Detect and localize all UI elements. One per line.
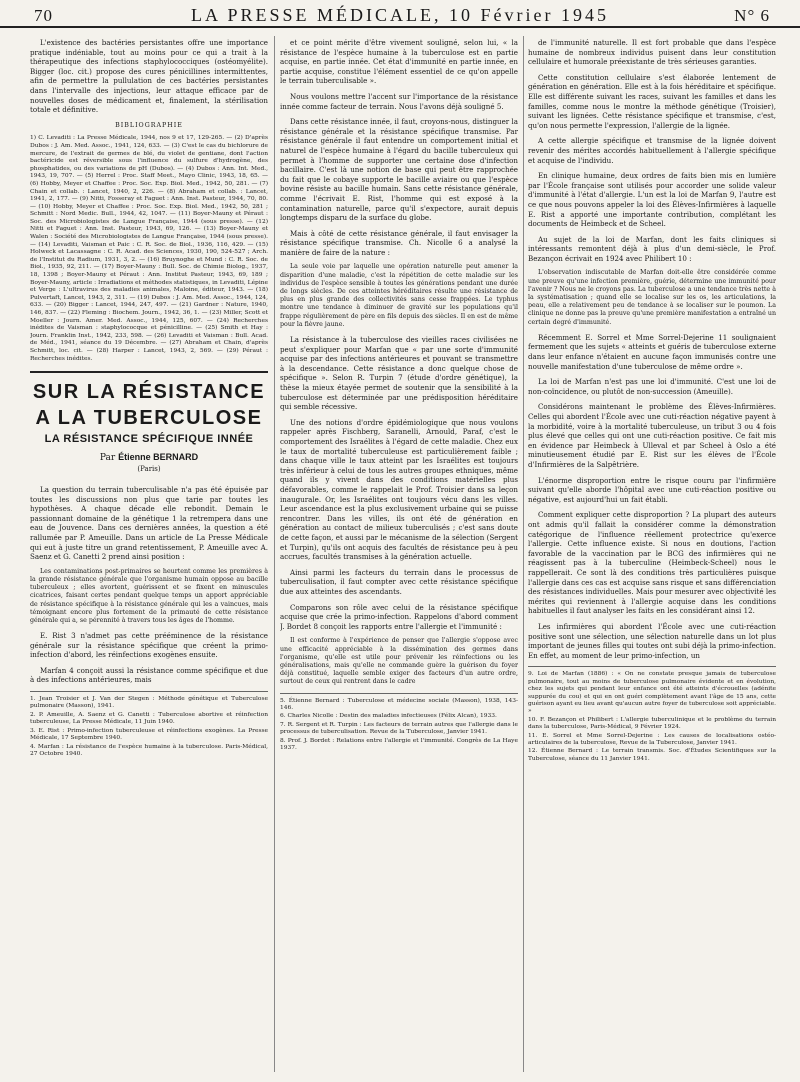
- header-rule: [0, 26, 800, 28]
- footnotes: [30, 691, 268, 758]
- footnote: 10. F. Bezançon et Philibert : L'allergie tuberculinique et le problème du terrain dans la tuberculose, Paris-Médical, 9 Février 1924.: [528, 716, 776, 731]
- article-title-line1: SUR LA RÉSISTANCE: [32, 381, 266, 404]
- article-author: [30, 453, 268, 464]
- quote-paragraph: La seule voie par laquelle une opération naturelle peut amener la disparition d'une maladie, c'est la répétition de cette maladie sur les individus de l'espèce sensible à toutes les générations pendant une durée de longs siècles. De ces atteintes héréditaires résulte une résistance de plus en plus grande des collectivités sans cesse frappées. Le typhus montre une tendance à diminuer de gravité sur les populations qu'il frappe régulièrement de père en fils depuis des siècles. Il en est de même pour la fièvre jaune.: [280, 263, 518, 328]
- footnote: 2. P. Ameuille, A. Saenz et G. Canetti : Tuberculose abortive et réinfection tuberculeuse, La Presse Médicale, 11 Juin 1940.: [30, 711, 268, 726]
- footnote: 7. R. Sergent et R. Turpin : Les facteurs de terrain autres que l'allergie dans le processus de tuberculisation. Revue de la Tuberculose, Janvier 1941.: [280, 721, 518, 736]
- column-3: [528, 38, 776, 1072]
- author-prefix: Par: [99, 452, 116, 463]
- paragraph: E. Rist 3 n'admet pas cette prééminence de la résistance générale sur la résistance spécifique que créent la primo-infection d'abord, les réinfections exogènes ensuite.: [30, 631, 268, 660]
- paragraph: L'énorme disproportion entre le risque couru par l'infirmière suivant qu'elle aborde l'hôpital avec une cuti-réaction positive ou négative, est aujourd'hui un fait établi.: [528, 475, 776, 504]
- paragraph: La loi de Marfan n'est pas une loi d'immunité. C'est une loi de non-coïncidence, ou plutôt de non-succession (Ameuille).: [528, 377, 776, 396]
- title-rule: [30, 371, 268, 373]
- paragraph: A cette allergie spécifique et transmise de la lignée doivent revenir des mérites accordés habituellement à l'allergie spécifique et acquise de l'individu.: [528, 136, 776, 165]
- journal-title: LA PRESSE MÉDICALE, 10 Février 1945: [191, 5, 609, 25]
- paragraph: Récemment E. Sorrel et Mme Sorrel-Dejerine 11 soulignaient fermement que les sujets « atteints et guéris de tuberculose externe dans leur enfance n'étaient en aucune façon immunisés contre une nouvelle manifestation d'une tuberculose de même ordre ».: [528, 332, 776, 371]
- paragraph: Les infirmières qui abordent l'École avec une cuti-réaction positive sont une sélection, une sélection naturelle dans un lot plus important de jeunes filles qui toutes ont subi déjà la primo-infection. En effet, au moment de leur primo-infection, un: [528, 621, 776, 660]
- paragraph: La résistance à la tuberculose des vieilles races civilisées ne peut s'expliquer pour Marfan que « par une sorte d'immunité acquise par des infections antérieures et pouvant se transmettre à la descendance. Cette résistance a donc quelque chose de spécifique ». Selon R. Turpin 7 (étude d'ordre génétique), la thèse la mieux étayée permet de soutenir que la sensibilité à la tuberculose est déterminée par une prédisposition héréditaire qui semble récessive.: [280, 335, 518, 412]
- footnote: 1. Jean Troisier et J. Van der Stegen : Méthode génétique et Tuberculose pulmonaire (Masson), 1941.: [30, 696, 268, 710]
- footnote: 4. Marfan : La résistance de l'espèce humaine à la tuberculose. Paris-Médical, 27 Octobre 1940.: [30, 743, 268, 757]
- intro-paragraph: L'existence des bactéries persistantes offre une importance pratique indéniable, tout au moins pour ce qui a trait à la thérapeutique des infections staphylococciques (ostéomyélite). Bigger (loc. cit.) propose des cures pénicillines intermittentes, afin de permettre la pullulation de ces bactéries persistantes dans l'intervalle des injections, leur attaque efficace par de nouvelles doses de médicament et, finalement, la stérilisation totale et définitive.: [30, 38, 268, 115]
- page-number: 70: [34, 6, 53, 25]
- paragraph: Considérons maintenant le problème des Élèves-Infirmières. Celles qui abordent l'École avec une cuti-réaction négative payent à la morbidité, voire à la mortalité tuberculeuse, un tribut 3 ou 4 fois plus élevé que celles qui ont une cuti-réaction positive. Ce fait mis en évidence par Heimbeck à Ulleval et par Scheel à Oslo a été minutieusement étudié par E. Rist sur les élèves de l'École d'Infirmières de la Salpêtrière.: [528, 402, 776, 470]
- paragraph: Dans cette résistance innée, il faut, croyons-nous, distinguer la résistance générale et la résistance spécifique transmise. Par résistance générale il faut entendre un comportement initial et naturel de l'espèce humaine à l'égard du bacille tuberculeux qui permet à l'homme de supporter une certaine dose d'infection bacillaire. C'est là une notion de base qui peut être rapprochée du fait que le cobaye supporte le bacille aviaire ou que l'espèce bovine résiste au bacille humain. Sans cette résistance générale, comme l'écrivait E. Rist, l'homme qui est exposé à la contamination naturelle, parce qu'il s'expectore, aurait depuis longtemps disparu de la surface du globe.: [280, 117, 518, 223]
- issue-number: N° 6: [734, 6, 770, 25]
- paragraph: Cette constitution cellulaire s'est élaborée lentement de génération en génération. Elle est à la fois héréditaire et spécifique. Elle est différente suivant les races, suivant les familles et dans les familles, comme nous le montre la méthode génétique (Troisier), suivant les lignées. Cette résistance spécifique et transmise, c'est, qu'on nous permette l'expression, l'allergie de la lignée.: [528, 72, 776, 130]
- paragraph: En clinique humaine, deux ordres de faits bien mis en lumière par l'École française sont utilisés pour accorder une solide valeur d'immunité à l'état d'allergie. L'un est la loi de Marfan 9, l'autre est ce que nous pouvons appeler la loi des Élèves-Infirmières à laquelle E. Rist a apporté une importante contribution, complétant les documents de Heimbeck et de Scheel.: [528, 171, 776, 229]
- footnote: 8. Prof. J. Bordet : Relations entre l'allergie et l'immunité. Congrès de La Haye 1937.: [280, 737, 518, 751]
- paragraph: La question du terrain tuberculisable n'a pas été épuisée par toutes les discussions non plus que tarie par toutes les hypothèses. A chaque décade elle rebondit. Demain le passionnant domaine de la génétique 1 la retrempera dans une eau de Jouvence. Dans ces dernières années, la question a été rallumée par P. Ameuille. Dans un article de La Presse Médicale qui eut à juste titre un grand retentissement, P. Ameuille avec A. Saenz et G. Canetti 2 prend ainsi position :: [30, 484, 268, 562]
- quote-paragraph: L'observation indiscutable de Marfan doit-elle être considérée comme une preuve qu'une infection première, guérie, détermine une immunité pour l'avenir ? Nous ne le croyons pas. La tuberculose a une tendance très nette à la systématisation ; quand elle se localise sur les os, les articulations, la peau, elle a relativement peu de tendance à se localiser sur le poumon. La clinique ne donne pas la preuve qu'une première manifestation a entraîné un certain degré d'immunité.: [528, 269, 776, 326]
- column-2: [280, 38, 518, 1072]
- bibliography-title: BIBLIOGRAPHIE: [115, 121, 183, 129]
- article-title-line2: A LA TUBERCULOSE: [35, 407, 263, 430]
- author-name: Étienne BERNARD: [118, 451, 199, 462]
- footnote: 6. Charles Nicolle : Destin des maladies infectieuses (Félix Alcan), 1933.: [280, 713, 497, 720]
- footnote: 5. Étienne Bernard : Tuberculose et médecine sociale (Masson), 1938, 143-146.: [280, 697, 518, 711]
- author-place: (Paris): [137, 465, 161, 474]
- paragraph: Nous voulons mettre l'accent sur l'importance de la résistance innée comme facteur de terrain. Nous l'avons déjà souligné 5.: [280, 91, 518, 111]
- footnote: 9. Loi de Marfan (1886) : « On ne constate presque jamais de tuberculose pulmonaire, tout au moins de tuberculose pulmonaire évidente et en évolution, chez les sujets qui pendant leur enfance ont été atteints d'écrouelles (adénite suppurée du cou) et qui en ont guéri complètement avant l'âge de 15 ans, cette guérison ayant eu lieu avant qu'aucun autre foyer de tuberculose soit appréciable. »: [528, 671, 776, 715]
- paragraph: Ainsi parmi les facteurs du terrain dans le processus de tuberculisation, il faut compter avec cette résistance spécifique due aux atteintes des ascendants.: [280, 567, 518, 596]
- quote-paragraph: Il est conforme à l'expérience de penser que l'allergie s'oppose avec une efficacité appréciable à la dissémination des germes dans l'organisme, qu'elle est utile pour prévenir les réinfections ou les généralisations, mais qu'elle ne commande guère la guérison du foyer déjà constitué, laquelle semble exiger des facteurs d'un autre ordre, surtout de ceux qui rentrent dans le cadre: [280, 637, 518, 686]
- footnotes: [280, 693, 518, 753]
- paragraph: Au sujet de la loi de Marfan, dont les faits cliniques si intéressants remontent déjà à plus d'un demi-siècle, le Prof. Bezançon écrivait en 1924 avec Philibert 10 :: [528, 234, 776, 263]
- footnotes: [528, 666, 776, 763]
- paragraph: Une des notions d'ordre épidémiologique que nous voulons rappeler après Fischberg, Saranelli, Arnould, Paraf, c'est le comportement des Israélites à l'égard de cette maladie. Chez eux le taux de mortalité tuberculeuse est particulièrement faible ; dans chaque ville le taux atteint par les Israélites est toujours très inférieur à celui de tous les autres groupes ethniques, même quand ils y vivent dans des conditions matérielles plus défavorables, comme le rappelait le Prof. Troisier dans sa leçon inaugurale. Or, les Israélites ont toujours vécu dans les villes. Leur ascendance est la plus exclusivement urbaine qui se puisse rencontrer. Dans les villes, ils ont été de génération en génération au contact de milieux tuberculisés ; c'est sans doute de cette façon, et aussi par le mécanisme de la sélection (Sergent et Turpin), qu'ils ont acquis des facultés de résistance peu à peu accrues, facultés transmises à la génération actuelle.: [280, 417, 518, 562]
- footnote: 12. Étienne Bernard : Le terrain transmis. Soc. d'Études Scientifiques sur la Tuberculose, séance du 11 Janvier 1941.: [528, 748, 776, 762]
- footnote: 3. E. Rist : Primo-infection tuberculeuse et réinfections exogènes. La Presse Médicale, 17 Septembre 1940.: [30, 727, 268, 742]
- column-divider: [523, 36, 524, 1072]
- quote-paragraph: Les contaminations post-primaires se heurtent comme les premières à la grande résistance générale que l'organisme humain oppose au bacille tuberculeux ; elles avortent, guérissent et se fixent en minuscules cicatrices, faisant certes pendant quelque temps un apport appréciable de résistance spécifique à la résistance générale qui les a vaincues, mais témoignant encore plus fortement de la primauté de cette résistance générale qui a, se pérennité à travers tous les âges de l'homme.: [30, 567, 268, 624]
- article-title-block: [30, 371, 268, 475]
- bibliography: 1) C. Levaditi : La Presse Médicale, 1944, nos 9 et 17, 129-265. — (2) D'après Dubos : J. Am. Med. Assoc., 1941, 124, 633. — (3) C'est le cas du bichlorure de mercure, de l'extrait de germes de blé, du violet de gentiane, dont l'action bactéricide est réversible sous l'influence du sulfure d'hydrogène, des phosphatides, ou des variations de pH (Dubos). — (4) Dubos : Ann. Int. Med., 1943, 19, 707. — (5) Herrel : Proc. Staff Meet., Mayo Clinic, 1943, 18, 65. — (6) Hobby, Meyer et Chaffee : Proc. Soc. Exp. Biol. Med., 1942, 50, 281. — (7) Chain et collab. : Lancet, 1940, 2, 226. — (8) Abraham et collab. : Lancet, 1941, 2, 177. — (9) Nitti, Fosseray et Faguet : Ann. Inst. Pasteur, 1944, 70, 80. — (10) Hobby, Meyer et Chaffee : Proc. Soc. Exp. Biol. Med., 1942, 50, 281 ; Schmitt : Nord Medic. Bull., 1944, 42, 1047. — (11) Boyer-Mauny et Péraut : Soc. des Microbiologistes de Langue Française, 1944 (sous presse). — (12) Nitti et Faguet : Ann. Inst. Pasteur, 1943, 69, 126. — (13) Boyer-Mauny et Walen : Société des Microbiologistes de Langue Française, 1944 (sous presse). — (14) Levaditi, Vaisman et Paic : C. R. Soc. de Biol., 1936, 116, 429. — (15) Holweck et Lacassagne : C. R. Acad. des Sciences, 1930, 190, 524-527 ; Arch. de l'Institut du Radium, 1931, 3, 2. — (16) Bruynoghe et Mund : C. R. Soc. de Biol., 1935, 92, 211. — (17) Boyer-Mauny : Bull. Soc. de Chimie Biolog., 1937, 18, 1398 ; Boyer-Mauny et Péraut : Ann. Institut Pasteur, 1943, 69, 189 ; Boyer-Mauny, article : Irradiations et méthodes statistiques, in Levaditi, Lépine et Verge : L'ultravirus des maladies animales, Maloine, éditeur, 1943. — (18) Pulvertaft, Lancet, 1943, 2, 311. — (19) Dubos : J. Am. Med. Assoc., 1944, 124, 633. — (20) Bigger : Lancet, 1944, 247, 497. — (21) Gardner : Nature, 1940, 146, 837. — (22) Fleming : Biochem. Journ., 1942, 36, 1. — (23) Miller, Scott et Moeller : Journ. Amer. Med. Assoc., 1944, 125, 607. — (24) Recherches inédites de Vaisman : staphylococque et pénicilline. — (25) Smith et Hay : Journ. Franklin Inst., 1942, 233, 598. — (26) Levaditi et Vaisman : Bull. Acad. de Méd., 1941, séance du 19 Décembre. — (27) Abraham et Chain, d'après Schmitt, loc. cit. — (28) Harper : Lancet, 1943, 2, 569. — (29) Péraut : Recherches inédites.: [30, 135, 268, 362]
- column-divider: [274, 36, 275, 1072]
- paragraph: Comment expliquer cette disproportion ? La plupart des auteurs ont admis qu'il fallait la considérer comme la démonstration catégorique de l'influence réellement protectrice qu'exerce l'allergie. Cette influence existe. Si nous en doutions, l'action favorable de la vaccination par le BCG des infirmières qui ne réagissent pas à la tuberculine (Heimbeck-Scheel) nous le rappellerait. Ce sont là des conditions très particulières puisque l'allergie dans ces cas est acquise sans risque et sans différenciation des résistances individuelles. Mais pour mesurer avec objectivité les mérites qui reviennent à l'allergie acquise dans les conditions habituelles il faut analyser les faits en les considérant ainsi 12.: [528, 510, 776, 616]
- paragraph: de l'immunité naturelle. Il est fort probable que dans l'espèce humaine de nombreux individus puisent dans leur constitution cellulaire et humorale préexistante de très sérieuses garanties.: [528, 38, 776, 67]
- article-subtitle: LA RÉSISTANCE SPÉCIFIQUE INNÉE: [44, 433, 254, 446]
- paragraph: et ce point mérite d'être vivement souligné, selon lui, « la résistance de l'espèce humaine à la tuberculose est en partie acquise, en partie innée. Cet état d'immunité en partie innée, en partie acquise, constitue l'élément essentiel de ce qu'on appelle le terrain tuberculisable ».: [280, 38, 518, 86]
- column-1: [30, 38, 268, 1072]
- footnote: 11. E. Sorrel et Mme Sorrel-Dejerine : Les causes de localisations ostéo-articulaires de la tuberculose, Revue de la Tuberculose, Janvier 1941.: [528, 732, 776, 746]
- paragraph: Comparons son rôle avec celui de la résistance spécifique acquise que crée la primo-infection. Rappelons d'abord comment J. Bordet 8 conçoit les rapports entre l'allergie et l'immunité :: [280, 602, 518, 631]
- paragraph: Mais à côté de cette résistance générale, il faut envisager la résistance spécifique transmise. Ch. Nicolle 6 a analysé la manière de faire de la nature :: [280, 228, 518, 257]
- paragraph: Marfan 4 conçoit aussi la résistance comme spécifique et due à des infections antérieures, mais: [30, 665, 268, 685]
